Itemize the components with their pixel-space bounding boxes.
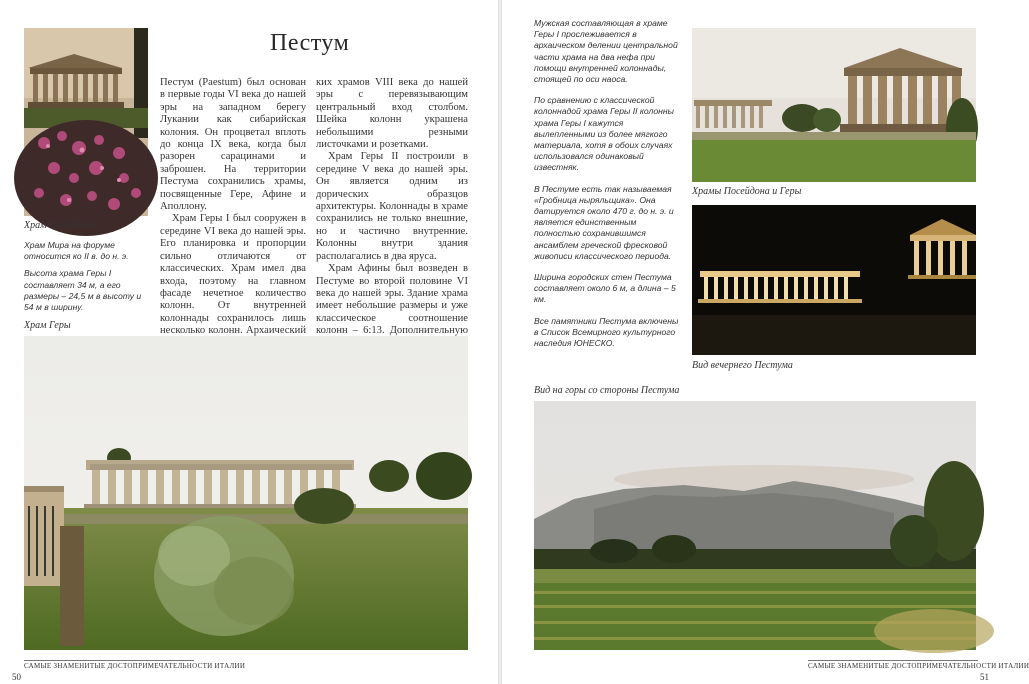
- paragraph: Храм Геры I был сооружен в середине VI века до нашей эры. Его планировка и пропорции сильно отличаются от классических. Храм имел два входа, поэтому на главном фасаде нечетное количество колонн. От внутренней колоннады сохранилось лишь несколько колонн. Архаический: [160, 213, 306, 337]
- photo-temples-poseidon-hera: [692, 28, 976, 182]
- paragraph: Пестум (Paestum) был основан в первые годы VI века до нашей эры на западном берегу Лукании как сибарийская колония. Он процветал вплоть до конца IX века, когда был разорен сарацинами и заброшен. На территории Пестума сохранились храмы, посвященные Гере, Афине и Аполлону.: [160, 77, 306, 213]
- note-city-walls: Ширина городских стен Пестума составляет около 6 м, а длина – 5 км.: [534, 272, 676, 305]
- right-footer-text: САМЫЕ ЗНАМЕНИТЫЕ ДОСТОПРИМЕЧАТЕЛЬНОСТИ ИТАЛИИ: [808, 662, 1029, 670]
- paragraph: Храм Геры II построили в середине V века до нашей эры. Он является одним из дорических образцов архитектуры. Колоннады в храме сохранились не только внешние, но и частично внутренние. Колонны внутри здания располагались в два яруса.: [316, 151, 468, 262]
- right-page-number: 51: [980, 672, 989, 682]
- left-notes: [24, 240, 148, 319]
- note-hera-comparison: По сравнению с классической колоннадой храма Геры II колонны храма Геры I кажутся вылепленными из более мягкого материала, хотя в обоих случаях использовался одинаковый известняк.: [534, 95, 674, 173]
- right-page: [502, 0, 1029, 684]
- caption-hera: Храм Геры: [24, 320, 71, 331]
- note-hera-male: Мужская составляющая в храме Геры I прослеживается в архаическом делении центральной части храма на два нефа при помощи внутренней колоннады, стоящей по оси наоса.: [534, 18, 678, 85]
- photo-mountain-view: [534, 401, 976, 650]
- caption-poseidon: Храм Посейдона: [24, 220, 95, 231]
- caption-evening-paestum: Вид вечернего Пестума: [692, 360, 793, 371]
- left-page: [0, 0, 498, 684]
- left-footer-text: САМЫЕ ЗНАМЕНИТЫЕ ДОСТОПРИМЕЧАТЕЛЬНОСТИ ИТАЛИИ: [24, 662, 246, 670]
- caption-mountain-view: Вид на горы со стороны Пестума: [534, 385, 680, 396]
- photo-evening-paestum: [692, 205, 976, 355]
- note-diver-tomb: В Пестуме есть так называемая «Гробница ныряльщика». Она датируется около 470 г. до н. э. и является единственным полностью сохранившимся ансамблем греческой фресковой живописи классического периода.: [534, 183, 674, 261]
- photo-temple-poseidon: [24, 28, 148, 216]
- caption-temples-poseidon-hera: Храмы Посейдона и Геры: [692, 186, 802, 197]
- note-unesco: Все памятники Пестума включены в Список Всемирного культурного наследия ЮНЕСКО.: [534, 315, 679, 349]
- note-hera-height: Высота храма Геры I составляет 34 м, а его размеры – 24,5 м в высоту и 54 м в ширину.: [24, 268, 142, 313]
- body-column-2: [316, 77, 468, 375]
- page-title: Пестум: [270, 30, 350, 56]
- note-temple-of-peace: Храм Мира на форуме относится ко II в. до н. э.: [24, 240, 129, 262]
- paragraph: Храм Афины был возведен в Пестуме во второй половине VI века до нашей эры. Здание храма имеет небольшие размеры и уже классическое соотношение колонн – 6:13. Дополнительную: [316, 263, 468, 337]
- right-notes: [534, 18, 684, 355]
- paragraph: ких храмов VIII века до нашей эры с перевязывающим центральный вход столбом. Шейка колонн украшена небольшими резными листочками и розетками.: [316, 77, 468, 151]
- left-page-number: 50: [12, 672, 21, 682]
- photo-temple-hera: [24, 336, 468, 650]
